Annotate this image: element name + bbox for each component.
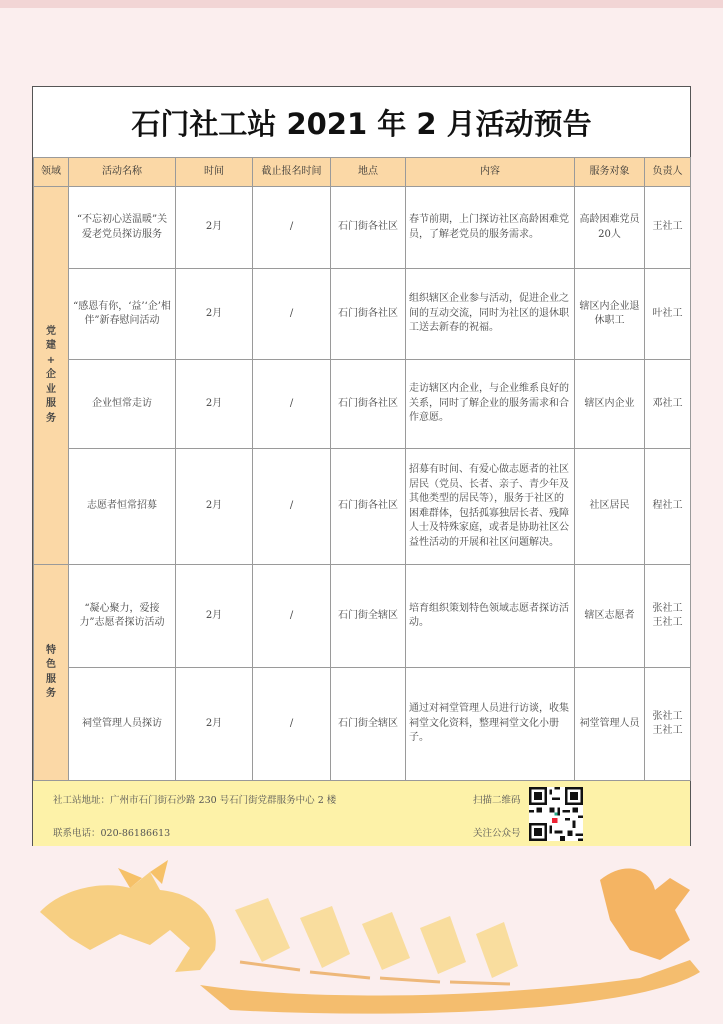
activity-target: 祠堂管理人员 — [575, 668, 645, 781]
activity-place: 石门街各社区 — [331, 269, 406, 360]
activity-time: 2月 — [176, 668, 253, 781]
activity-owner: 张社工 王社工 — [645, 668, 691, 781]
activity-name: 志愿者恒常招募 — [69, 449, 176, 565]
activity-owner: 张社工 王社工 — [645, 565, 691, 668]
header-deadline: 截止报名时间 — [253, 158, 331, 187]
activity-owner: 王社工 — [645, 187, 691, 269]
activity-name: “感恩有你，‘益’‘企’相伴”新春慰问活动 — [69, 269, 176, 360]
activity-content: 组织辖区企业参与活动，促进企业之间的互动交流，同时为社区的退休职工送去新春的祝福。 — [406, 269, 575, 360]
scan-qr-label: 扫描二维码 — [473, 795, 521, 806]
follow-account-label: 关注公众号 — [473, 828, 521, 839]
activity-content: 通过对祠堂管理人员进行访谈，收集祠堂文化资料，整理祠堂文化小册子。 — [406, 668, 575, 781]
activity-place: 石门街各社区 — [331, 360, 406, 449]
activity-deadline: / — [253, 668, 331, 781]
activity-place: 石门街全辖区 — [331, 565, 406, 668]
activity-name: “不忘初心送温暖”关爱老党员探访服务 — [69, 187, 176, 269]
activity-time: 2月 — [176, 565, 253, 668]
header-content: 内容 — [406, 158, 575, 187]
header-time: 时间 — [176, 158, 253, 187]
table-header-row — [34, 158, 691, 187]
table-row — [34, 668, 691, 781]
table-row — [34, 360, 691, 449]
activity-owner: 邓社工 — [645, 360, 691, 449]
activity-name: 企业恒常走访 — [69, 360, 176, 449]
activity-target: 辖区内企业 — [575, 360, 645, 449]
activity-owner: 程社工 — [645, 449, 691, 565]
activity-name: “凝心聚力，爱接力”志愿者探访活动 — [69, 565, 176, 668]
activity-target: 辖区内企业退休职工 — [575, 269, 645, 360]
domain-party-enterprise: 党 建 + 企 业 服 务 — [34, 187, 69, 565]
dragon-boat-decoration — [0, 850, 723, 1024]
table-row — [34, 269, 691, 360]
table-row — [34, 449, 691, 565]
activity-content: 走访辖区内企业，与企业维系良好的关系，同时了解企业的服务需求和合作意愿。 — [406, 360, 575, 449]
activity-owner: 叶社工 — [645, 269, 691, 360]
activity-deadline: / — [253, 187, 331, 269]
table-row — [34, 565, 691, 668]
activity-target: 辖区志愿者 — [575, 565, 645, 668]
page-title: 石门社工站 2021 年 2 月活动预告 — [33, 87, 690, 158]
activity-time: 2月 — [176, 269, 253, 360]
header-activity-name: 活动名称 — [69, 158, 176, 187]
activity-table — [33, 157, 691, 781]
activity-deadline: / — [253, 269, 331, 360]
domain-special-service: 特 色 服 务 — [34, 565, 69, 781]
activity-deadline: / — [253, 360, 331, 449]
activity-time: 2月 — [176, 187, 253, 269]
top-border — [0, 0, 723, 8]
station-address: 社工站地址：广州市石门街石沙路 230 号石门街党群服务中心 2 楼 — [53, 795, 337, 806]
activity-target: 社区居民 — [575, 449, 645, 565]
header-owner: 负责人 — [645, 158, 691, 187]
header-place: 地点 — [331, 158, 406, 187]
contact-phone: 联系电话：020-86186613 — [53, 828, 171, 839]
footer-info — [33, 780, 690, 846]
activity-content: 培育组织策划特色领域志愿者探访活动。 — [406, 565, 575, 668]
activity-deadline: / — [253, 449, 331, 565]
activity-time: 2月 — [176, 449, 253, 565]
header-domain: 领域 — [34, 158, 69, 187]
activity-place: 石门街全辖区 — [331, 668, 406, 781]
schedule-card — [32, 86, 691, 846]
activity-name: 祠堂管理人员探访 — [69, 668, 176, 781]
activity-place: 石门街各社区 — [331, 449, 406, 565]
dragon-boat-icon — [40, 860, 700, 1014]
qr-code-icon[interactable] — [529, 787, 583, 841]
activity-content: 春节前期，上门探访社区高龄困难党员，了解老党员的服务需求。 — [406, 187, 575, 269]
table-row — [34, 187, 691, 269]
activity-time: 2月 — [176, 360, 253, 449]
activity-target: 高龄困难党员20人 — [575, 187, 645, 269]
header-target: 服务对象 — [575, 158, 645, 187]
activity-content: 招募有时间、有爱心做志愿者的社区居民（党员、长者、亲子、青少年及其他类型的居民等），服务于社区的困难群体，包括孤寡独居长者、残障人士及特殊家庭，或者是协助社区公益性活动的开展和社区问题解决。 — [406, 449, 575, 565]
activity-place: 石门街各社区 — [331, 187, 406, 269]
activity-deadline: / — [253, 565, 331, 668]
